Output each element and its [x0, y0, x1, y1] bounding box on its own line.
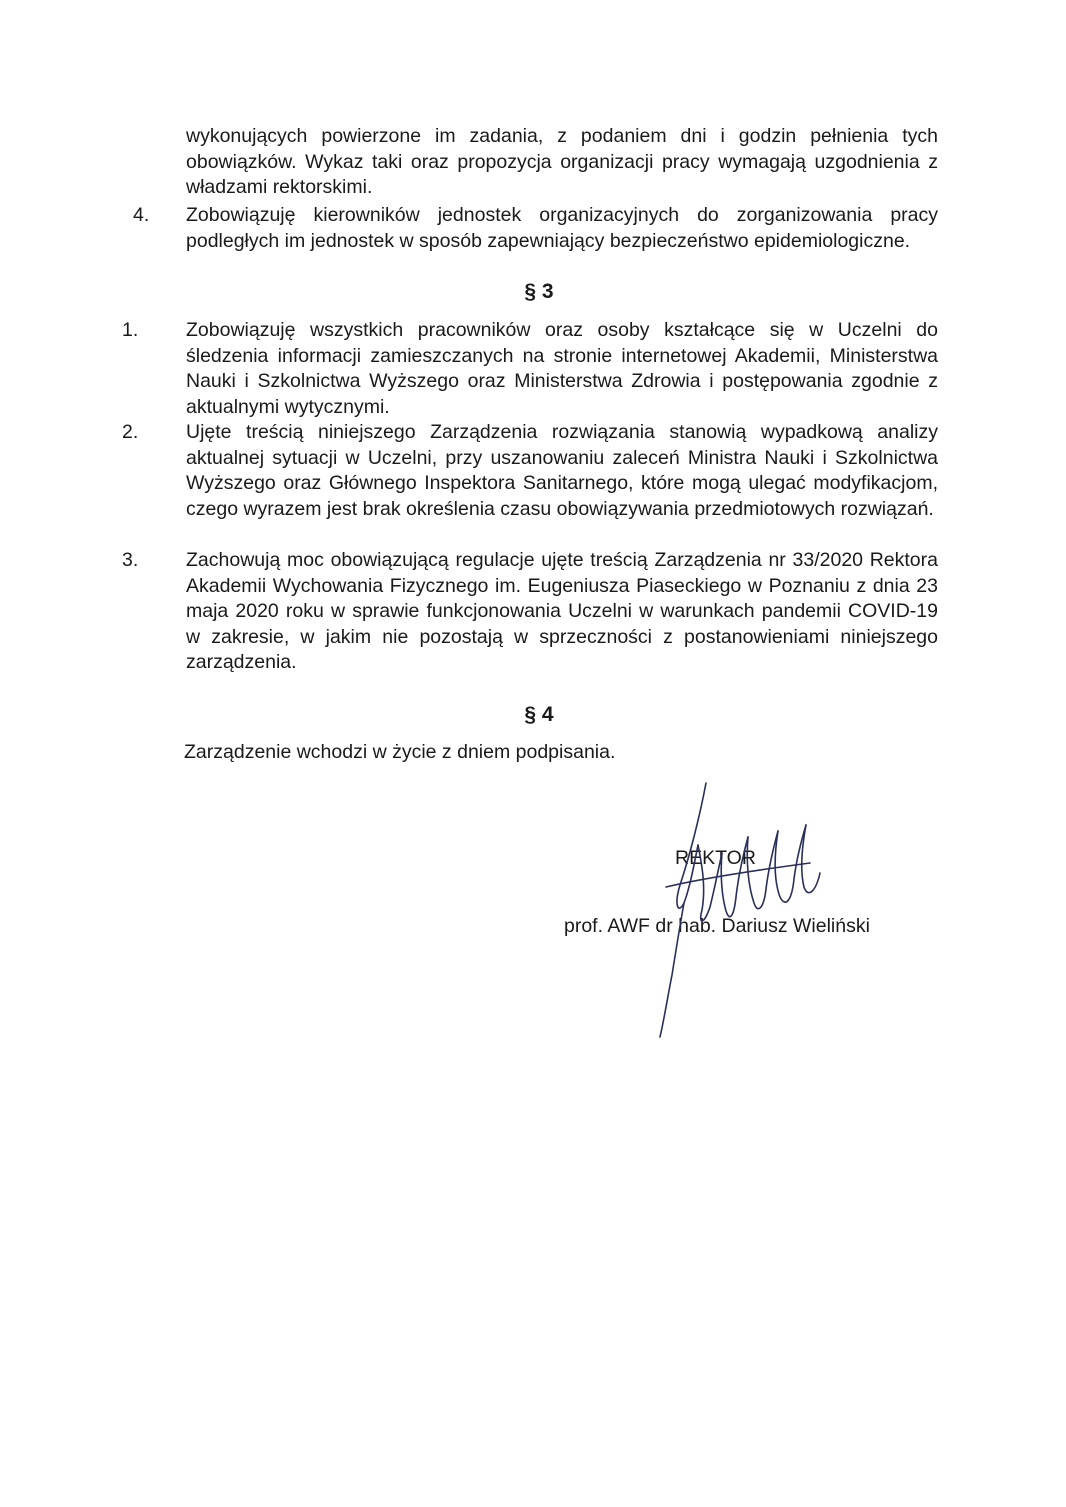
section-heading: § 4	[524, 703, 554, 726]
item-number: 3.	[122, 549, 139, 571]
item-number: 2.	[122, 421, 139, 443]
section-heading: § 3	[524, 280, 554, 303]
handwritten-signature	[640, 775, 830, 1045]
item-number: 1.	[122, 319, 139, 341]
item-text: Zobowiązuję wszystkich pracowników oraz osoby kształcące się w Uczelni do śledzenia informacji zamieszczanych na stronie internetowej Akademii, Ministerstwa Nauki i Szkolnictwa Wyższego oraz Ministerstwa Zdrowia i postępowania zgodnie z aktualnymi wytycznymi.	[186, 319, 938, 418]
signatory-name: prof. AWF dr hab. Dariusz Wieliński	[564, 915, 870, 937]
item-text: Zobowiązuję kierowników jednostek organizacyjnych do zorganizowania pracy podległych im jednostek w sposób zapewniający bezpieczeństwo epidemiologiczne.	[186, 204, 938, 252]
signature-title: REKTOR	[675, 847, 756, 869]
item-text: Zachowują moc obowiązującą regulacje ujęte treścią Zarządzenia nr 33/2020 Rektora Akademii Wychowania Fizycznego im. Eugeniusza Piaseckiego w Poznaniu z dnia 23 maja 2020 roku w sprawie funkcjonowania Uczelni w warunkach pandemii COVID-19 w zakresie, w jakim nie pozostają w sprzeczności z postanowieniami niniejszego zarządzenia.	[186, 549, 938, 673]
section-text: Zarządzenie wchodzi w życie z dniem podpisania.	[184, 741, 616, 763]
item-text: Ujęte treścią niniejszego Zarządzenia rozwiązania stanowią wypadkową analizy aktualnej sytuacji w Uczelni, przy uszanowaniu zaleceń Ministra Nauki i Szkolnictwa Wyższego oraz Głównego Inspektora Sanitarnego, które mogą ulegać modyfikacjom, czego wyrazem jest brak określenia czasu obowiązywania przedmiotowych rozwiązań.	[186, 421, 938, 520]
item-number: 4.	[133, 204, 150, 226]
continuation-paragraph: wykonujących powierzone im zadania, z podaniem dni i godzin pełnienia tych obowiązków. Wykaz taki oraz propozycja organizacji pracy wymagają uzgodnienia z władzami rektorskimi.	[186, 125, 938, 198]
